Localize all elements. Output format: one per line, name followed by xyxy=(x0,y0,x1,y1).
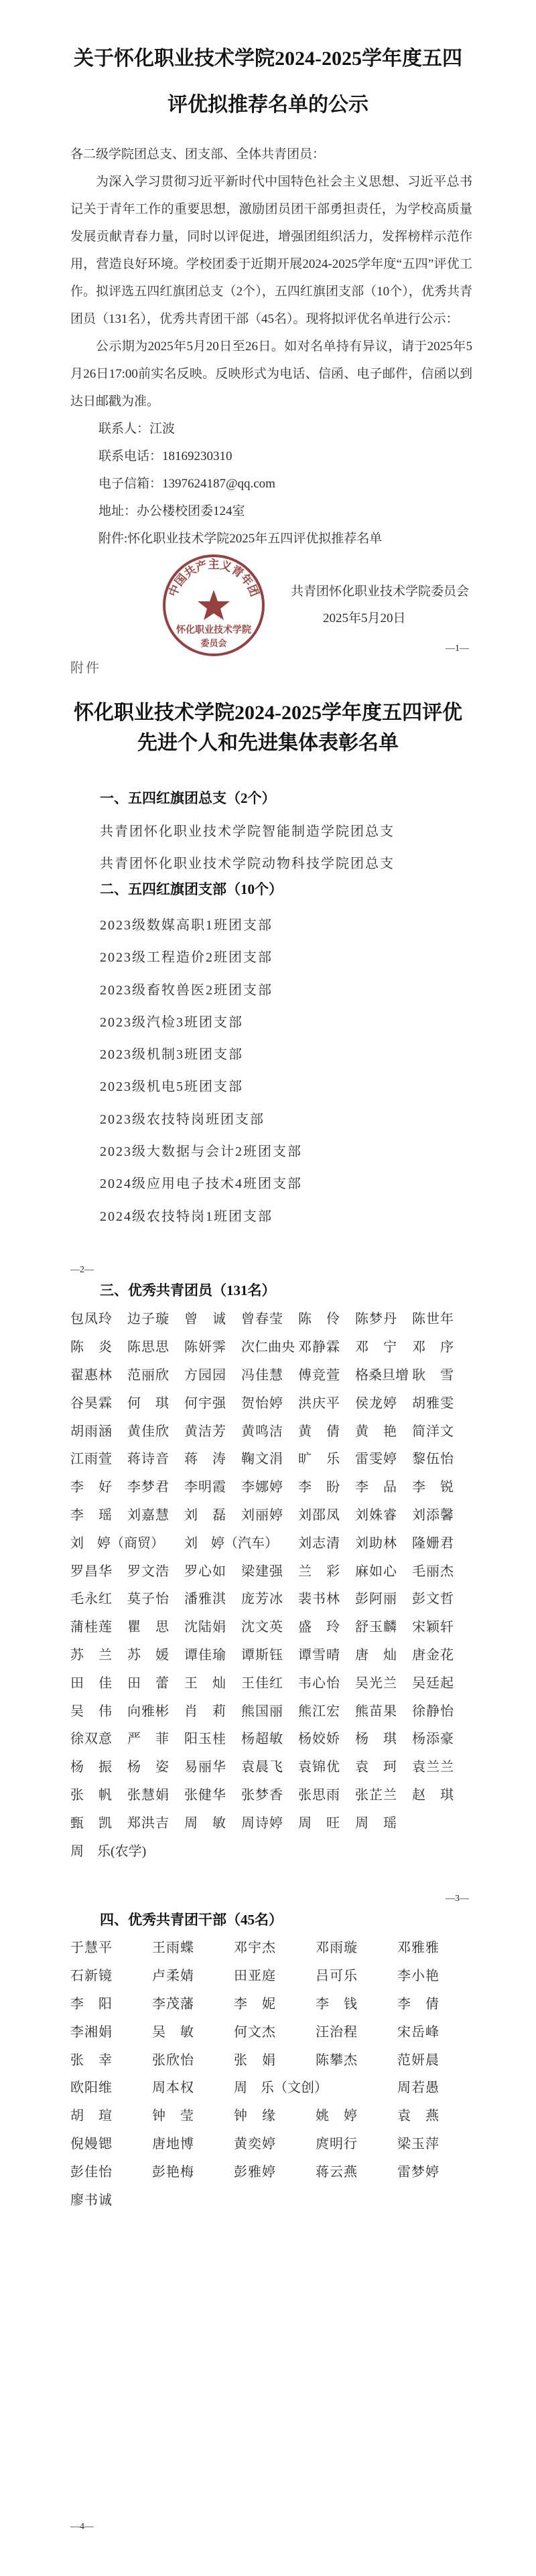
name-entry: 吕可乐 xyxy=(316,1969,357,1984)
name-entry: 苏媛 xyxy=(127,1647,169,1663)
name-entry: 邓宁 xyxy=(355,1340,397,1355)
name-entry: 曾诚 xyxy=(184,1312,226,1327)
name-entry: 庹明行 xyxy=(316,2136,357,2151)
name-entry: 杨琪 xyxy=(355,1732,397,1747)
name-entry: 李锐 xyxy=(412,1480,454,1495)
name-entry: 范丽欣 xyxy=(127,1367,169,1383)
seal-inner-line2: 委员会 xyxy=(200,638,227,648)
contact-email: 电子信箱：1397624187@qq.com xyxy=(98,477,275,491)
name-entry: 甄凯 xyxy=(70,1815,112,1831)
name-row xyxy=(70,1472,469,1500)
notice-paragraph-2: 公示期为2025年5月20日至26日。如对名单持有异议，请于2025年5月26日17:00前实名反映。反映形式为电话、信函、电子邮件，信函以到达日邮戳为准。 xyxy=(70,339,472,408)
name-entry: 袁锦优 xyxy=(298,1760,340,1775)
name-entry: 陈世年 xyxy=(412,1312,454,1327)
name-row xyxy=(70,1527,469,1556)
name-entry: 刘助林 xyxy=(355,1535,397,1551)
name-entry: 汪治程 xyxy=(316,2024,357,2040)
name-entry: 蒲桂莲 xyxy=(70,1620,112,1635)
contact-address: 地址：办公楼校团委124室 xyxy=(98,504,245,518)
name-entry: 邓雅雅 xyxy=(397,1941,439,1956)
name-entry: 舒玉麟 xyxy=(355,1620,397,1635)
name-row xyxy=(70,1332,469,1360)
name-entry: 刘志清 xyxy=(298,1535,340,1551)
name-entry: 吴敏 xyxy=(152,2024,194,2040)
section2-heading: 二、五四红旗团支部（10个） xyxy=(100,881,283,897)
name-entry: 侯龙婷 xyxy=(355,1395,397,1411)
page-number-1: —1— xyxy=(446,643,469,654)
seal-inner-line1: 怀化职业技术学院 xyxy=(176,625,251,635)
name-entry: 张欣怡 xyxy=(152,2052,194,2068)
name-entry: 毛丽杰 xyxy=(412,1564,454,1579)
notice-title-line2: 评优拟推荐名单的公示 xyxy=(168,94,368,116)
name-row xyxy=(70,1640,469,1668)
name-row xyxy=(70,1360,469,1388)
name-entry: 邓静霖 xyxy=(298,1340,340,1355)
notice-title-line1: 关于怀化职业技术学院2024-2025学年度五四 xyxy=(74,48,462,70)
name-entry: 洪庆平 xyxy=(298,1395,340,1411)
name-row xyxy=(70,1556,469,1584)
name-entry: 周本权 xyxy=(152,2080,194,2096)
name-entry: 毛永红 xyxy=(70,1592,112,1607)
name-entry: 阳玉桂 xyxy=(184,1732,226,1747)
name-entry: 李瑶 xyxy=(70,1507,112,1523)
name-entry: 严菲 xyxy=(127,1732,169,1747)
name-entry: 唐地博 xyxy=(152,2136,194,2151)
name-entry: 李湘娟 xyxy=(70,2024,112,2040)
name-entry: 邓雨璇 xyxy=(316,1941,357,1956)
name-entry: 张梦香 xyxy=(241,1787,283,1803)
name-entry: 胡雨涵 xyxy=(70,1424,112,1439)
name-entry: 邓序 xyxy=(412,1340,454,1355)
name-entry: 吴廷起 xyxy=(412,1675,454,1691)
name-entry: 唐金花 xyxy=(412,1647,454,1663)
section2-item: 2023级畜牧兽医2班团支部 xyxy=(100,982,273,998)
name-entry: 李小艳 xyxy=(397,1969,439,1984)
section2-item: 2023级数媒高职1班团支部 xyxy=(100,918,273,933)
name-entry: 向雅彬 xyxy=(127,1703,169,1719)
name-entry: 熊江宏 xyxy=(298,1703,340,1719)
name-entry: 隆姗君 xyxy=(412,1535,454,1551)
name-entry: 谭佳瑜 xyxy=(184,1647,226,1663)
name-row xyxy=(70,2129,479,2157)
name-entry: 袁珂 xyxy=(355,1760,397,1775)
name-entry: 瞿思 xyxy=(127,1620,169,1635)
name-entry: 雷雯婷 xyxy=(355,1452,397,1467)
official-seal-stamp xyxy=(161,552,267,658)
name-entry: 李品 xyxy=(355,1480,397,1495)
name-entry: 江雨萱 xyxy=(70,1452,112,1467)
page-number-3: —3— xyxy=(446,1894,469,1904)
name-entry: 李倩 xyxy=(397,1996,439,2012)
name-row xyxy=(70,1612,469,1640)
name-entry: 周瑶 xyxy=(355,1815,397,1831)
name-entry: 胡瑄 xyxy=(70,2109,112,2124)
name-entry: 李盼 xyxy=(298,1480,340,1495)
name-entry: 麻如心 xyxy=(355,1564,397,1579)
name-entry: 黄鸣洁 xyxy=(241,1424,283,1439)
name-entry: 翟惠林 xyxy=(70,1367,112,1383)
name-row xyxy=(70,1500,469,1528)
name-row xyxy=(70,1667,469,1695)
salutation: 各二级学院团总支、团支部、全体共青团员： xyxy=(70,147,326,161)
name-entry: 韦心怡 xyxy=(298,1675,340,1691)
name-row xyxy=(70,2101,479,2129)
name-entry: 李好 xyxy=(70,1480,112,1495)
name-entry: 易丽华 xyxy=(184,1760,226,1775)
name-entry: 赵琪 xyxy=(412,1787,454,1803)
name-entry: 罗文浩 xyxy=(127,1564,169,1579)
name-entry: 李梦君 xyxy=(127,1480,169,1495)
section4-name-grid xyxy=(70,1933,479,2212)
name-entry: 熊国丽 xyxy=(241,1703,283,1719)
name-entry: 钟莹 xyxy=(152,2109,194,2124)
name-entry: 李妮 xyxy=(234,1996,275,2012)
section2-item: 2024级农技特岗1班团支部 xyxy=(100,1209,273,1224)
name-entry: 刘丽婷 xyxy=(241,1507,283,1523)
name-entry: 刘 婷（汽车） xyxy=(184,1535,278,1551)
name-entry: 周 乐（文创） xyxy=(234,2080,328,2096)
name-row xyxy=(70,1989,479,2017)
name-entry: 王雨蝶 xyxy=(152,1941,194,1956)
name-entry: 罗昌华 xyxy=(70,1564,112,1579)
name-entry: 张娟 xyxy=(234,2052,275,2068)
name-entry: 傅竞萱 xyxy=(298,1367,340,1383)
name-row xyxy=(70,2016,479,2044)
section2-item: 2023级机制3班团支部 xyxy=(100,1047,243,1063)
name-entry: 彭雅婷 xyxy=(234,2164,275,2180)
name-entry: 邓宇杰 xyxy=(234,1941,275,1956)
section2-item: 2024级应用电子技术4班团支部 xyxy=(100,1177,302,1192)
name-row xyxy=(70,2072,479,2101)
name-entry: 黄奕婷 xyxy=(234,2136,275,2151)
name-row xyxy=(70,2044,479,2072)
name-row xyxy=(70,1695,469,1724)
name-entry: 刘姝睿 xyxy=(355,1507,397,1523)
name-entry: 冯佳慧 xyxy=(241,1367,283,1383)
name-row xyxy=(70,1387,469,1416)
section2-item: 2023级汽检3班团支部 xyxy=(100,1014,243,1030)
section2-item: 2023级工程造价2班团支部 xyxy=(100,950,273,966)
name-row xyxy=(70,1933,479,1961)
name-entry: 李钱 xyxy=(316,1996,357,2012)
name-row xyxy=(70,1416,469,1444)
name-entry: 彭阿丽 xyxy=(355,1592,397,1607)
name-entry: 宋岳峰 xyxy=(397,2024,439,2040)
name-entry: 梁玉萍 xyxy=(397,2136,439,2151)
name-entry: 范妍晨 xyxy=(397,2052,439,2068)
name-entry: 熊苗果 xyxy=(355,1703,397,1719)
name-entry: 杨姿 xyxy=(127,1760,169,1775)
name-row xyxy=(70,1807,469,1835)
name-entry: 周 乐(农学) xyxy=(70,1843,147,1859)
name-entry: 刘嘉慧 xyxy=(127,1507,169,1523)
name-entry: 陈攀杰 xyxy=(316,2052,357,2068)
name-entry: 彭佳怡 xyxy=(70,2164,112,2180)
section3-name-grid xyxy=(70,1304,469,1864)
name-entry: 梁建强 xyxy=(241,1564,283,1579)
name-entry: 陈伶 xyxy=(298,1312,340,1327)
name-entry: 刘磊 xyxy=(184,1507,226,1523)
name-row xyxy=(70,2184,479,2212)
notice-paragraph-1: 为深入学习贯彻习近平新时代中国特色社会主义思想、习近平总书记关于青年工作的重要思想，激励团员团干部勇担责任，为学校高质量发展贡献青春力量，同时以评促进，增强团组织活力，发挥榜样示范作用，营造良好环境。学校团委于近期开展2024-2025学年度“五四”评优工作。拟评选五四红旗团总支（2个），五四红旗团支部（10个），优秀共青团员（131名），优秀共青团干部（45名）。现将拟评优名单进行公示： xyxy=(70,175,472,326)
page-number-2: —2— xyxy=(70,1265,94,1275)
name-entry: 庞芳冰 xyxy=(241,1592,283,1607)
name-entry: 黄艳 xyxy=(355,1424,397,1439)
name-entry: 杨姣娇 xyxy=(298,1732,340,1747)
name-entry: 简洋文 xyxy=(412,1424,454,1439)
name-entry: 苏兰 xyxy=(70,1647,112,1663)
section1-item: 共青团怀化职业技术学院智能制造学院团总支 xyxy=(100,824,395,839)
name-entry: 次仁曲央 xyxy=(241,1340,295,1355)
name-entry: 唐灿 xyxy=(355,1647,397,1663)
name-row xyxy=(70,1780,469,1808)
name-entry: 袁兰兰 xyxy=(412,1760,454,1775)
annex-title-line1: 怀化职业技术学院2024-2025学年度五四评优 xyxy=(74,702,462,724)
name-row xyxy=(70,1724,469,1752)
name-entry: 袁晨飞 xyxy=(241,1760,283,1775)
name-entry: 姚婷 xyxy=(316,2109,357,2124)
name-entry: 宋颖轩 xyxy=(412,1620,454,1635)
name-entry: 盛玲 xyxy=(298,1620,340,1635)
name-entry: 田蕾 xyxy=(127,1675,169,1691)
section1-list xyxy=(100,816,395,880)
section1-item: 共青团怀化职业技术学院动物科技学院团总支 xyxy=(100,856,395,871)
name-row xyxy=(70,1584,469,1612)
name-entry: 格桑旦增 xyxy=(355,1367,409,1383)
name-entry: 田亚庭 xyxy=(234,1969,275,1984)
name-entry: 周若愚 xyxy=(397,2080,439,2096)
name-entry: 李茂藩 xyxy=(152,1996,194,2012)
name-row xyxy=(70,1961,479,1989)
name-entry: 徐静怡 xyxy=(412,1703,454,1719)
name-row xyxy=(70,1444,469,1472)
name-entry: 彭艳梅 xyxy=(152,2164,194,2180)
name-entry: 曾春莹 xyxy=(241,1312,283,1327)
name-entry: 莫子怡 xyxy=(127,1592,169,1607)
name-entry: 蒋云燕 xyxy=(316,2164,357,2180)
name-entry: 吴光兰 xyxy=(355,1675,397,1691)
name-entry: 袁燕 xyxy=(397,2109,439,2124)
name-entry: 兰彩 xyxy=(298,1564,340,1579)
section4-heading: 四、优秀共青团干部（45名） xyxy=(100,1912,283,1928)
name-entry: 石新镜 xyxy=(70,1969,112,1984)
name-entry: 雷梦婷 xyxy=(397,2164,439,2180)
name-row xyxy=(70,1752,469,1780)
name-entry: 方园园 xyxy=(184,1367,226,1383)
name-entry: 张芷兰 xyxy=(355,1787,397,1803)
name-entry: 包凤玲 xyxy=(70,1312,112,1327)
name-entry: 彭文哲 xyxy=(412,1592,454,1607)
name-entry: 王佳红 xyxy=(241,1675,283,1691)
name-entry: 黄洁芳 xyxy=(184,1424,226,1439)
section2-list xyxy=(100,909,302,1233)
name-entry: 张健华 xyxy=(184,1787,226,1803)
name-entry: 张思雨 xyxy=(298,1787,340,1803)
name-entry: 陈妍霁 xyxy=(184,1340,226,1355)
section2-item: 2023级大数据与会计2班团支部 xyxy=(100,1144,302,1160)
name-row xyxy=(70,1304,469,1332)
name-entry: 廖书诚 xyxy=(70,2192,112,2208)
name-row xyxy=(70,1835,469,1864)
signature: 共青团怀化职业技术学院委员会 xyxy=(290,585,469,599)
name-entry: 黄倩 xyxy=(298,1424,340,1439)
name-entry: 谭斯钰 xyxy=(241,1647,283,1663)
name-entry: 张帆 xyxy=(70,1787,112,1803)
name-entry: 贺怡婷 xyxy=(241,1395,283,1411)
name-entry: 周诗婷 xyxy=(241,1815,283,1831)
name-entry: 刘 婷（商贸） xyxy=(70,1535,164,1551)
name-entry: 黄佳欣 xyxy=(127,1424,169,1439)
name-entry: 张慧娟 xyxy=(127,1787,169,1803)
section2-item: 2023级机电5班团支部 xyxy=(100,1079,243,1095)
name-entry: 鞠文涓 xyxy=(241,1452,283,1467)
name-entry: 徐双意 xyxy=(70,1732,112,1747)
name-row xyxy=(70,2156,479,2184)
name-entry: 沈陆娟 xyxy=(184,1620,226,1635)
name-entry: 钟缘 xyxy=(234,2109,275,2124)
name-entry: 胡雅雯 xyxy=(412,1395,454,1411)
name-entry: 谷昊霖 xyxy=(70,1395,112,1411)
seal-outer-text: 中国共产主义青年团 xyxy=(166,558,261,599)
name-entry: 肖莉 xyxy=(184,1703,226,1719)
name-entry: 于慧平 xyxy=(70,1941,112,1956)
name-entry: 蒋涛 xyxy=(184,1452,226,1467)
name-entry: 沈文英 xyxy=(241,1620,283,1635)
name-entry: 周旺 xyxy=(298,1815,340,1831)
contact-phone: 联系电话：18169230310 xyxy=(98,449,232,463)
name-entry: 吴伟 xyxy=(70,1703,112,1719)
contact-person: 联系人：江波 xyxy=(98,422,176,436)
attachment-note: 附件:怀化职业技术学院2025年五四评优拟推荐名单 xyxy=(98,532,383,546)
name-entry: 刘邵凤 xyxy=(298,1507,340,1523)
name-entry: 刘添馨 xyxy=(412,1507,454,1523)
notice-body xyxy=(70,141,472,648)
section2-item: 2023级农技特岗班团支部 xyxy=(100,1112,265,1127)
name-entry: 何宇强 xyxy=(184,1395,226,1411)
name-entry: 黎伍怡 xyxy=(412,1452,454,1467)
name-entry: 杨超敏 xyxy=(241,1732,283,1747)
name-entry: 陈思思 xyxy=(127,1340,169,1355)
name-entry: 蒋诗音 xyxy=(127,1452,169,1467)
signature-date: 2025年5月20日 xyxy=(323,611,406,625)
name-entry: 田佳 xyxy=(70,1675,112,1691)
name-entry: 倪嫚锶 xyxy=(70,2136,112,2151)
name-entry: 李明霞 xyxy=(184,1480,226,1495)
seal-star-icon xyxy=(198,590,230,620)
name-entry: 李娜婷 xyxy=(241,1480,283,1495)
name-entry: 何文杰 xyxy=(234,2024,275,2040)
name-entry: 杨振 xyxy=(70,1760,112,1775)
name-entry: 何琪 xyxy=(127,1395,169,1411)
name-entry: 欧阳维 xyxy=(70,2080,112,2096)
section1-heading: 一、五四红旗团总支（2个） xyxy=(100,790,276,806)
name-entry: 旷乐 xyxy=(298,1452,340,1467)
name-entry: 郑洪吉 xyxy=(127,1815,169,1831)
name-entry: 边子璇 xyxy=(127,1312,169,1327)
name-entry: 罗心如 xyxy=(184,1564,226,1579)
annex-label: 附件 xyxy=(70,661,101,676)
name-entry: 陈梦丹 xyxy=(355,1312,397,1327)
name-entry: 周敏 xyxy=(184,1815,226,1831)
name-entry: 谭雪晴 xyxy=(298,1647,340,1663)
page-number-4: —4— xyxy=(70,2522,94,2532)
section3-heading: 三、优秀共青团员（131名） xyxy=(100,1282,276,1298)
name-entry: 张幸 xyxy=(70,2052,112,2068)
signature-block xyxy=(70,558,472,648)
name-entry: 王灿 xyxy=(184,1675,226,1691)
name-entry: 卢柔婧 xyxy=(152,1969,194,1984)
name-entry: 杨添豪 xyxy=(412,1732,454,1747)
name-entry: 耿雪 xyxy=(412,1367,454,1383)
name-entry: 陈炎 xyxy=(70,1340,112,1355)
name-entry: 潘雅淇 xyxy=(184,1592,226,1607)
name-entry: 李阳 xyxy=(70,1996,112,2012)
name-entry: 裴书林 xyxy=(298,1592,340,1607)
annex-title-line2: 先进个人和先进集体表彰名单 xyxy=(137,732,399,754)
